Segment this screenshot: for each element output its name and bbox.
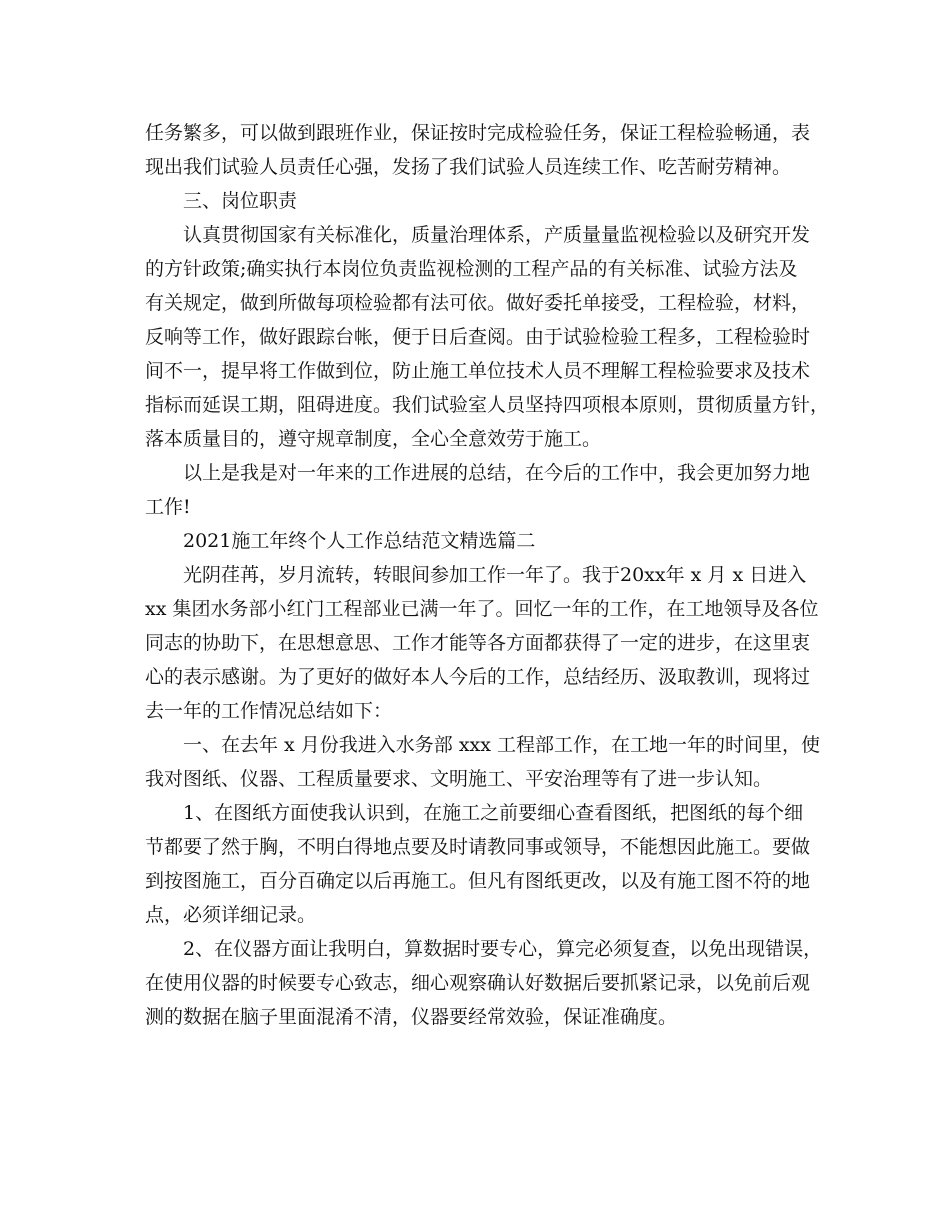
text-line: 2、在仪器方面让我明白，算数据时要专心，算完必须复查，以免出现错误， (183, 938, 823, 960)
text-line: 我对图纸、仪器、工程质量要求、文明施工、平安治理等有了进一步认知。 (145, 768, 773, 790)
text-line: 节都要了然于胸，不明白得地点要及时请教同事或领导，不能想因此施工。要做 (145, 836, 811, 858)
text-line: 落本质量目的，遵守规章制度，全心全意效劳于施工。 (145, 428, 602, 450)
text-line: 在使用仪器的时候要专心致志，细心观察确认好数据后要抓紧记录，以免前后观 (145, 972, 811, 994)
text-line: 间不一，提早将工作做到位，防止施工单位技术人员不理解工程检验要求及技术 (145, 360, 811, 382)
text-line: 指标而延误工期，阻碍进度。我们试验室人员坚持四项根本原则，贯彻质量方针， (145, 394, 830, 416)
text-line: 工作! (145, 496, 191, 518)
text-line: 三、岗位职责 (183, 190, 298, 212)
text-line: 的方针政策;确实执行本岗位负责监视检测的工程产品的有关标准、试验方法及 (145, 258, 798, 280)
text-line: 认真贯彻国家有关标准化，质量治理体系，产质量量监视检验以及研究开发 (183, 224, 811, 246)
text-line: 到按图施工，百分百确定以后再施工。但凡有图纸更改，以及有施工图不符的地 (145, 870, 811, 892)
text-line: xx 集团水务部小红门工程部业已满一年了。回忆一年的工作，在工地领导及各位 (145, 598, 819, 620)
text-line: 光阴荏苒，岁月流转，转眼间参加工作一年了。我于20xx年 x 月 x 日进入 (183, 564, 807, 586)
text-line: 任务繁多，可以做到跟班作业，保证按时完成检验任务，保证工程检验畅通，表 (145, 122, 811, 144)
text-line: 一、在去年 x 月份我进入水务部 xxx 工程部工作，在工地一年的时间里，使 (183, 734, 821, 756)
text-line: 2021施工年终个人工作总结范文精选篇二 (183, 530, 536, 552)
text-line: 测的数据在脑子里面混淆不清，仪器要经常效验，保证准确度。 (145, 1006, 678, 1028)
text-line: 现出我们试验人员责任心强，发扬了我们试验人员连续工作、吃苦耐劳精神。 (145, 156, 792, 178)
text-line: 心的表示感谢。为了更好的做好本人今后的工作，总结经历、汲取教训，现将过 (145, 666, 811, 688)
text-line: 以上是我是对一年来的工作进展的总结，在今后的工作中，我会更加努力地 (183, 462, 811, 484)
text-line: 1、在图纸方面使我认识到，在施工之前要细心查看图纸，把图纸的每个细 (183, 802, 804, 824)
text-line: 点，必须详细记录。 (145, 904, 317, 926)
text-line: 反响等工作，做好跟踪台帐，便于日后查阅。由于试验检验工程多，工程检验时 (145, 326, 811, 348)
text-line: 去一年的工作情况总结如下： (145, 700, 393, 722)
text-line: 有关规定，做到所做每项检验都有法可依。做好委托单接受，工程检验，材料， (145, 292, 811, 314)
document-body (145, 116, 830, 1034)
text-line: 同志的协助下，在思想意思、工作才能等各方面都获得了一定的进步，在这里衷 (145, 632, 811, 654)
